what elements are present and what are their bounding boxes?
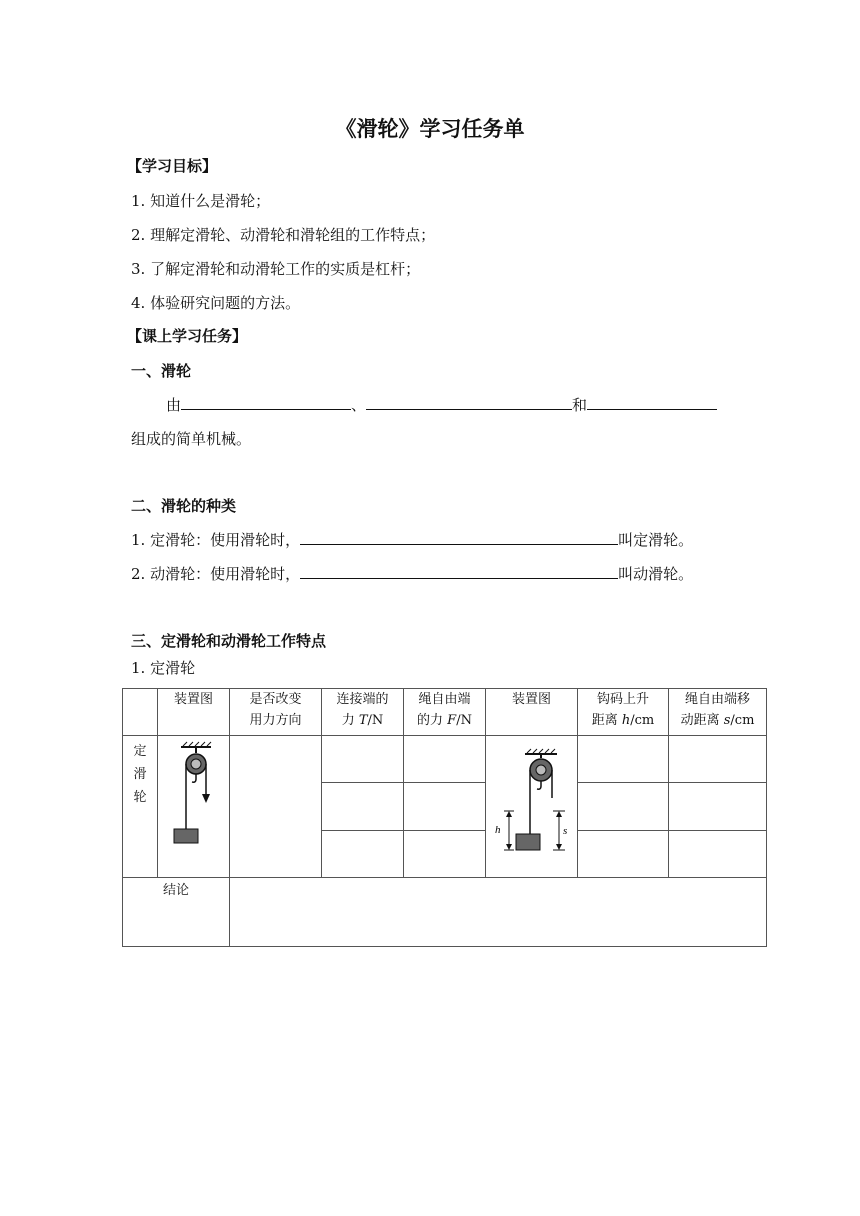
section1-line2: 组成的简单机械。: [131, 430, 252, 448]
header-height: 钩码上升 距离 h/cm: [578, 689, 669, 736]
page-title: 《滑轮》学习任务单: [335, 117, 525, 141]
fixed-pulley-diagram: [159, 736, 229, 870]
conclusion-row: [123, 878, 767, 947]
label-h: h: [494, 824, 500, 836]
conclusion-answer[interactable]: [230, 878, 767, 947]
header-tension: 连接端的 力 T/N: [322, 689, 404, 736]
item2-prefix: 2. 动滑轮：使用滑轮时，: [131, 565, 301, 583]
objectives-heading: 【学习目标】: [127, 157, 218, 175]
section2-item-2: [131, 563, 693, 584]
label-s: s: [562, 825, 567, 837]
free-force-cell-2[interactable]: [404, 783, 486, 830]
free-force-cell-3[interactable]: [404, 830, 486, 877]
section1-prefix: 由: [166, 396, 182, 414]
header-free-force: 绳自由端 的力 F/N: [404, 689, 486, 736]
table-header-row: [123, 689, 767, 736]
blank-field-fixed-pulley[interactable]: [300, 530, 618, 545]
tension-cell-2[interactable]: [322, 783, 404, 830]
item2-suffix: 叫动滑轮。: [618, 565, 694, 583]
free-force-cell-1[interactable]: [404, 736, 486, 783]
height-cell-2[interactable]: [578, 783, 669, 830]
blank-field-1[interactable]: [181, 395, 351, 410]
section2-item-1: [131, 529, 693, 550]
header-distance: 绳自由端移 动距离 s/cm: [669, 689, 767, 736]
distance-cell-1[interactable]: [669, 736, 767, 783]
header-device-2: 装置图: [486, 689, 578, 736]
header-empty: [123, 689, 158, 736]
section1-heading: 一、滑轮: [131, 362, 192, 380]
section1-sep2: 和: [572, 396, 588, 414]
height-diagram-cell: [486, 736, 578, 878]
tension-cell-1[interactable]: [322, 736, 404, 783]
height-cell-1[interactable]: [578, 736, 669, 783]
objective-item-1: 1. 知道什么是滑轮；: [131, 192, 271, 210]
objective-item-2: 2. 理解定滑轮、动滑轮和滑轮组的工作特点；: [131, 226, 436, 244]
header-device-1: 装置图: [158, 689, 230, 736]
section2-heading: 二、滑轮的种类: [131, 497, 237, 515]
tension-cell-3[interactable]: [322, 830, 404, 877]
header-change-direction: 是否改变 用力方向: [230, 689, 322, 736]
blank-field-2[interactable]: [366, 395, 572, 410]
item1-prefix: 1. 定滑轮：使用滑轮时，: [131, 531, 301, 549]
conclusion-label: 结论: [123, 878, 230, 947]
row-label-fixed-pulley: 定 滑 轮: [123, 736, 158, 878]
distance-cell-2[interactable]: [669, 783, 767, 830]
blank-field-movable-pulley[interactable]: [300, 564, 618, 579]
item1-suffix: 叫定滑轮。: [618, 531, 694, 549]
pulley-distance-diagram: [487, 736, 577, 870]
height-cell-3[interactable]: [578, 830, 669, 877]
section3-heading: 三、定滑轮和动滑轮工作特点: [131, 632, 327, 650]
section1-fill-line: [166, 394, 717, 415]
section3-sub1: 1. 定滑轮: [131, 659, 196, 677]
objective-item-4: 4. 体验研究问题的方法。: [131, 294, 301, 312]
table-row: [123, 736, 767, 783]
blank-field-3[interactable]: [587, 395, 717, 410]
change-direction-answer[interactable]: [230, 736, 322, 878]
objective-item-3: 3. 了解定滑轮和动滑轮工作的实质是杠杆；: [131, 260, 421, 278]
distance-cell-3[interactable]: [669, 830, 767, 877]
tasks-heading: 【课上学习任务】: [127, 327, 248, 345]
section1-sep1: 、: [351, 396, 367, 414]
fixed-pulley-diagram-cell: [158, 736, 230, 878]
fixed-pulley-table: [122, 688, 767, 947]
